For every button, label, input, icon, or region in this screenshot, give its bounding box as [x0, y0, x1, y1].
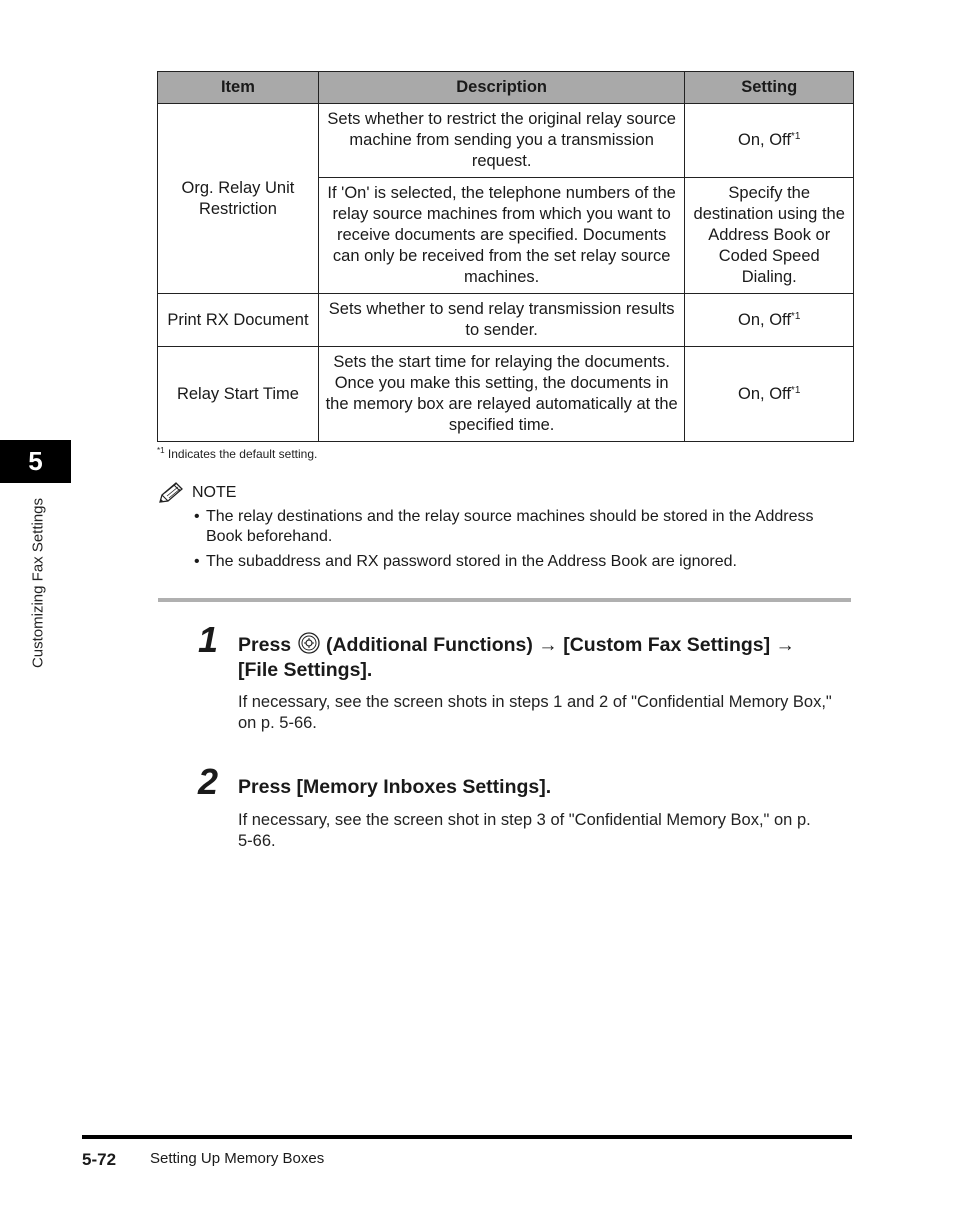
cell-item: Relay Start Time [158, 347, 319, 442]
step-body: If necessary, see the screen shots in steps 1 and 2 of "Confidential Memory Box," on p. 5-66. [238, 693, 832, 732]
step-number: 2 [198, 761, 219, 802]
header-description: Description [318, 72, 685, 104]
note-label: NOTE [192, 484, 237, 501]
table-row [158, 347, 854, 442]
footnote-mark: *1 [157, 446, 165, 455]
cell-description: Sets whether to restrict the original relay source machine from sending you a transmission request. [318, 104, 685, 178]
chapter-tab: 5 [0, 440, 71, 483]
cell-setting [685, 347, 854, 442]
cell-description: Sets whether to send relay transmission results to sender. [318, 294, 685, 347]
cell-description: If 'On' is selected, the telephone numbers of the relay source machines from which you want to receive documents are specified. Documents can only be received from the set relay source machines. [318, 178, 685, 294]
note-list [194, 507, 844, 577]
item-label: Org. Relay Unit Restriction [181, 178, 295, 218]
list-item: • The relay destinations and the relay source machines should be stored in the Address Book beforehand. [194, 507, 844, 547]
header-setting: Setting [685, 72, 854, 104]
footer-section-title: Setting Up Memory Boxes [150, 1150, 325, 1167]
table-header-row [158, 72, 854, 104]
table-footnote [157, 446, 317, 461]
header-item: Item [158, 72, 319, 104]
table-row [158, 294, 854, 347]
table-row [158, 104, 854, 178]
footnote-mark: *1 [790, 384, 801, 396]
cell-setting [685, 104, 854, 178]
page-number: 5-72 [82, 1150, 117, 1169]
cell-item: Print RX Document [158, 294, 319, 347]
pencil-icon [157, 481, 185, 505]
chapter-side-label: Customizing Fax Settings [29, 497, 47, 669]
cell-item [158, 104, 319, 294]
step-number: 1 [198, 619, 219, 660]
footnote-mark: *1 [790, 310, 801, 322]
list-item: • The subaddress and RX password stored in the Address Book are ignored. [194, 552, 844, 572]
step-title-text: Press [238, 634, 292, 656]
step-title-text: (Additional Functions) → [Custom Fax Settings] → [File Settings]. [238, 634, 796, 681]
footnote-text: Indicates the default setting. [164, 447, 318, 461]
cell-setting [685, 294, 854, 347]
step-title: Press [Memory Inboxes Settings]. [238, 776, 552, 798]
footnote-mark: *1 [790, 131, 801, 142]
cell-description: Sets the start time for relaying the documents. Once you make this setting, the documents in the memory box are relayed automatically at the specified time. [318, 347, 685, 442]
setting-value: On, Off [738, 131, 791, 149]
additional-functions-icon [298, 632, 320, 654]
setting-value: On, Off [738, 384, 791, 403]
cell-setting: Specify the destination using the Address Book or Coded Speed Dialing. [685, 178, 854, 294]
settings-table [157, 71, 854, 442]
section-divider [158, 598, 851, 602]
step-title [238, 632, 838, 683]
step-body: If necessary, see the screen shot in step 3 of "Confidential Memory Box," on p. 5-66. [238, 811, 811, 850]
footer-rule [82, 1135, 852, 1139]
setting-value: On, Off [738, 310, 791, 329]
